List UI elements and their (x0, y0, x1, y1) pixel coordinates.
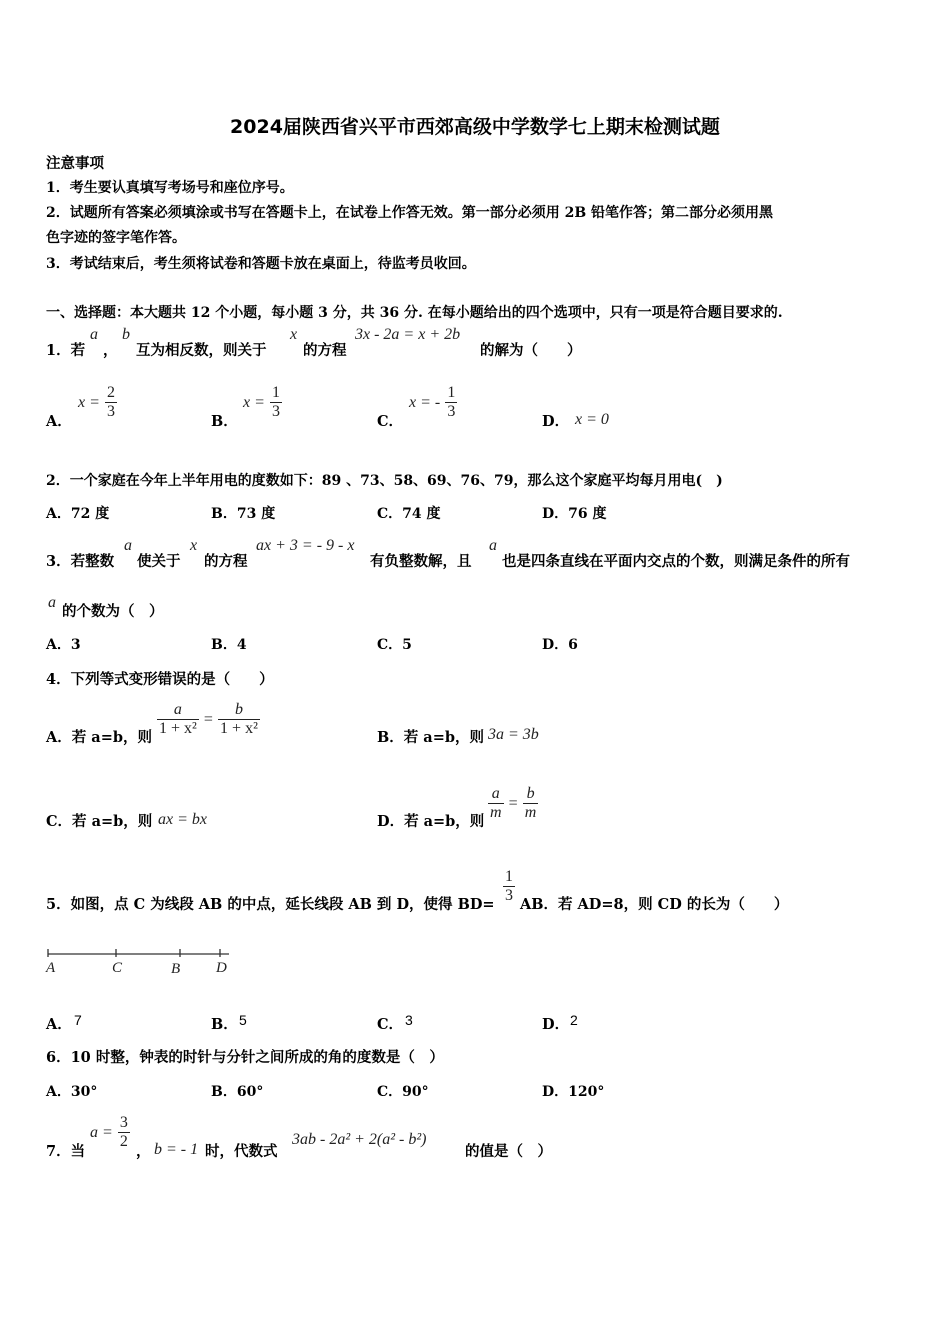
q3-text: 有负整数解，且 (370, 553, 472, 570)
q3-text: 3．若整数 (46, 553, 115, 570)
q4-option-b-expr: 3a = 3b (488, 726, 539, 743)
q1-option-label: A． (46, 413, 72, 430)
q4-option-b-label: B．若 a=b，则 (377, 729, 484, 746)
q3-var-x: x (190, 537, 198, 554)
q4-option-d-label: D．若 a=b，则 (377, 813, 485, 830)
notice-item: 3．考试结束后，考生须将试卷和答题卡放在桌面上，待监考员收回。 (46, 256, 476, 272)
q2-option-b: B．73 度 (211, 506, 276, 522)
q3-option-a: A．3 (46, 637, 81, 653)
q2-text: 2．一个家庭在今年上半年用电的度数如下：89 、73、58、69、76、79，那么这个家庭平均每月用电( ) (46, 473, 723, 489)
q3-option-b: B．4 (211, 637, 247, 653)
fraction: $\frac{1}{3}$ (272, 384, 280, 420)
q5-option-d: 2 (570, 1012, 578, 1028)
q5-text: AB．若 AD=8，则 CD 的长为（ ） (520, 896, 789, 913)
q7-text: 时，代数式 (205, 1143, 278, 1160)
q1-var-b: b (122, 326, 130, 343)
q7-expression: 3ab - 2a² + 2(a² - b²) (292, 1131, 427, 1148)
q2-option-c: C．74 度 (377, 506, 441, 522)
q7-text: 7．当 (46, 1143, 86, 1160)
fraction: $\frac{2}{3}$ (107, 384, 115, 420)
q5-option-a: 7 (74, 1012, 82, 1028)
option-lhs: x = (78, 394, 100, 411)
fraction: $\frac{3}{2}$ (119, 1114, 128, 1150)
fraction: $\frac{1}{3}$ (447, 384, 456, 420)
q2-option-d: D．76 度 (542, 506, 607, 522)
q4-option-d-expr: $\frac{a}{m}$ = $\frac{b}{m}$ (490, 785, 537, 821)
section-heading: 一、选择题：本大题共 12 个小题，每小题 3 分，共 36 分. 在每小题给出的四个选项中，只有一项是符合题目要求的. (46, 305, 783, 321)
segment-figure (44, 945, 236, 977)
q1-text: 的解为（ ） (480, 342, 582, 359)
page-title: 2024届陕西省兴平市西郊高级中学数学七上期末检测试题 (230, 116, 720, 138)
q1-option-c (409, 384, 457, 421)
q7-sep: ， (136, 1143, 151, 1160)
notice-item: 色字迹的签字笔作答。 (46, 230, 186, 246)
q1-var-a: a (90, 326, 98, 343)
q4-option-a-label: A．若 a=b，则 (46, 729, 152, 746)
q5-option-b: 5 (239, 1012, 247, 1028)
q1-equation: 3x - 2a = x + 2b (355, 326, 461, 343)
q3-text: 也是四条直线在平面内交点的个数，则满足条件的所有 (502, 553, 850, 570)
q1-option-label: B． (211, 413, 238, 430)
notice-heading: 注意事项 (46, 155, 104, 172)
q6-option-d: D．120° (542, 1084, 605, 1100)
q4-option-a-expr: $\frac{a}{\text{1 + x²}}$ = $\frac{b}{\text{1 + x²}}$ (159, 701, 258, 737)
q6-text: 6．10 时整，钟表的时针与分针之间所成的角的度数是（ ） (46, 1049, 444, 1066)
q1-text: 互为相反数，则关于 (136, 342, 267, 359)
label-a: A (46, 960, 56, 976)
option-lhs: x = - (409, 394, 441, 411)
fraction: $\frac{a}{\text{1 + x²}}$ (159, 701, 197, 737)
q1-var-x: x (290, 326, 298, 343)
q1-text: 1．若 (46, 342, 86, 359)
q3-text: 的个数为（ ） (62, 603, 164, 620)
label-d: D (216, 960, 227, 976)
q5-fraction: $\frac{1}{3}$ (505, 868, 513, 904)
notice-item: 2．试题所有答案必须填涂或书写在答题卡上，在试卷上作答无效。第一部分必须用 2B 铅笔作答；第二部分必须用黑 (46, 205, 774, 221)
q5-text: 5．如图，点 C 为线段 AB 的中点，延长线段 AB 到 D，使得 BD= (46, 896, 495, 913)
q6-option-c: C．90° (377, 1084, 429, 1100)
fraction: $\frac{b}{m}$ (524, 785, 537, 821)
q5-option-label: A． (46, 1016, 72, 1033)
q3-text: 使关于 (137, 553, 181, 570)
q7-text: 的值是（ ） (465, 1143, 552, 1160)
fraction: $\frac{a}{m}$ (490, 785, 502, 821)
notice-item: 1．考生要认真填写考场号和座位序号。 (46, 180, 294, 196)
q1-option-label: C． (377, 413, 404, 430)
q5-option-label: D． (542, 1016, 570, 1033)
q6-option-b: B．60° (211, 1084, 264, 1100)
q3-option-c: C．5 (377, 637, 412, 653)
q6-option-a: A．30° (46, 1084, 98, 1100)
q4-text: 4．下列等式变形错误的是（ ） (46, 671, 274, 688)
q1-text: 的方程 (303, 342, 347, 359)
q1-sep: ， (103, 342, 118, 359)
q3-equation: ax + 3 = - 9 - x (256, 537, 355, 554)
q7-a-value: a = $\frac{3}{2}$ (90, 1114, 128, 1150)
q4-option-c-label: C．若 a=b，则 (46, 813, 153, 830)
q3-var-a3: a (48, 594, 56, 611)
q4-option-c-expr: ax = bx (158, 811, 207, 828)
q5-option-label: B． (211, 1016, 238, 1033)
q3-var-a2: a (489, 537, 497, 554)
q1-option-d: x = 0 (575, 411, 609, 428)
q5-option-label: C． (377, 1016, 404, 1033)
fraction: $\frac{b}{\text{1 + x²}}$ (220, 701, 258, 737)
label-c: C (112, 960, 123, 976)
q5-option-c: 3 (405, 1012, 413, 1028)
q2-option-a: A．72 度 (46, 506, 110, 522)
q1-option-a (78, 384, 117, 421)
q3-var-a: a (124, 537, 132, 554)
q7-b-value: b = - 1 (154, 1141, 199, 1158)
q1-option-label: D． (542, 413, 570, 430)
q1-option-b (243, 384, 282, 421)
q3-text: 的方程 (204, 553, 248, 570)
q3-option-d: D．6 (542, 637, 578, 653)
label-b: B (171, 961, 181, 977)
option-lhs: x = (243, 394, 265, 411)
